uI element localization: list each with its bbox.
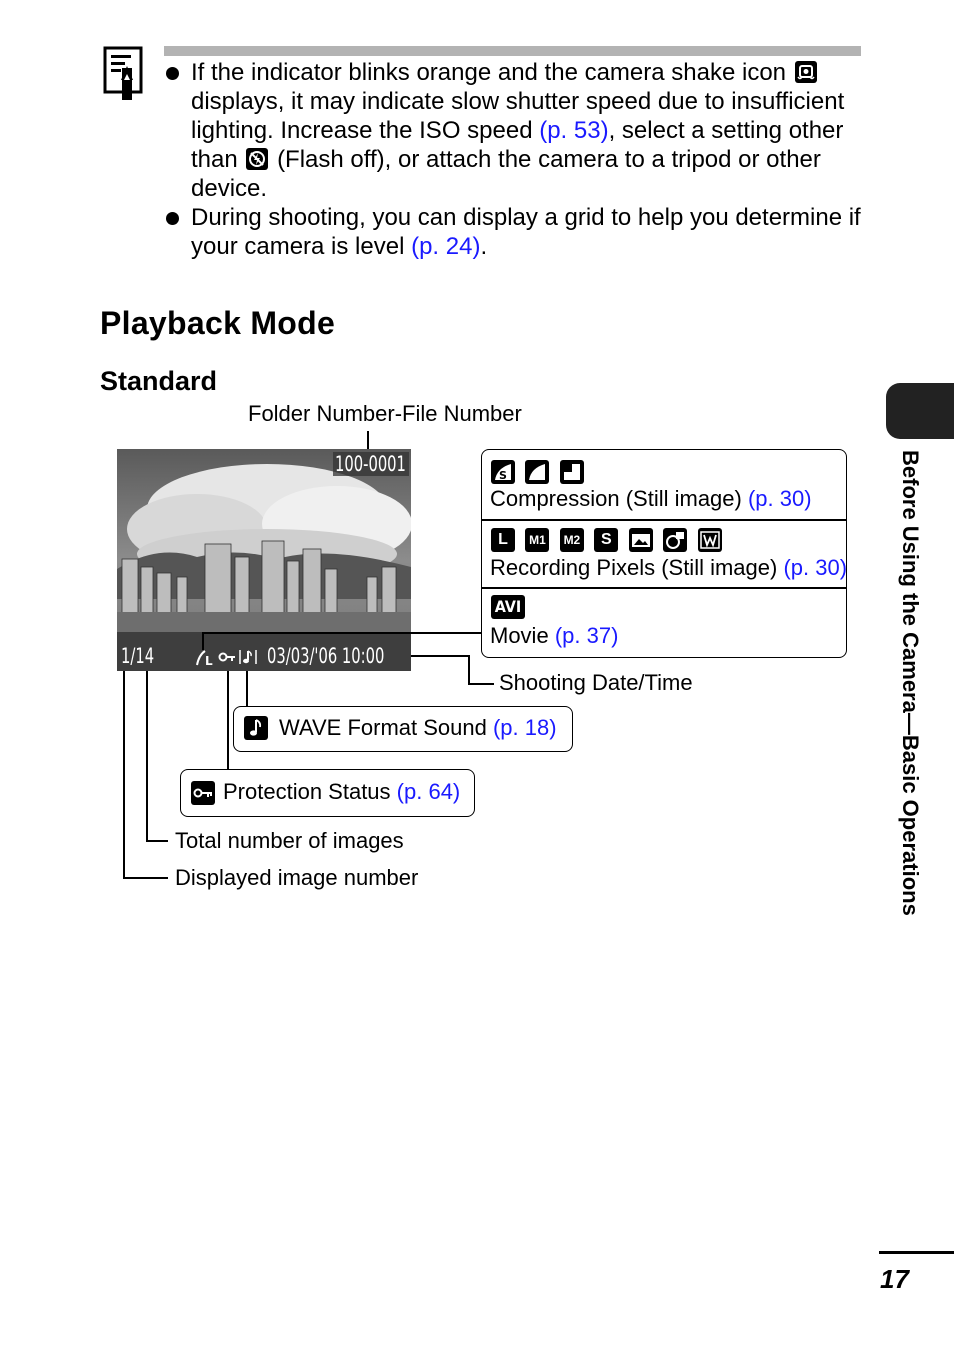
bullet-dot — [166, 67, 179, 80]
note-icon — [103, 46, 143, 102]
avi-icon: AVI — [491, 595, 525, 619]
photo-illustration — [117, 449, 411, 671]
superfine-icon — [491, 460, 515, 484]
movie-label — [490, 623, 618, 649]
chapter-title — [893, 450, 927, 995]
movie-page-link[interactable]: (p. 37) — [554, 623, 619, 648]
info-box-sound — [233, 706, 573, 752]
page-link[interactable]: (p. 24) — [411, 233, 481, 260]
compression-icons — [491, 460, 590, 484]
normal-icon — [560, 460, 584, 484]
wave-sound-text: WAVE Format Sound — [279, 715, 487, 740]
postcard-icon — [629, 528, 653, 552]
page-number: 17 — [880, 1264, 909, 1294]
bullet-text: During shooting, you can display a grid to help you determine if your camera is level — [191, 204, 861, 260]
displayed-image-label: Displayed image number — [175, 865, 419, 890]
callout-line — [411, 655, 469, 657]
recording-pixels-page-link[interactable]: (p. 30) — [783, 555, 848, 580]
large-icon: L — [491, 528, 515, 552]
callout-line — [202, 632, 482, 634]
protect-key-icon — [218, 649, 236, 665]
datetime-readout: 03/03/'06 10:00 — [267, 644, 385, 668]
divider — [482, 519, 846, 521]
divider — [482, 587, 846, 589]
chapter-tab — [886, 383, 954, 439]
note-header-bar — [164, 46, 861, 56]
protection-text: Protection Status — [223, 779, 391, 804]
callout-line — [146, 840, 168, 842]
file-number-readout: 100-0001 — [335, 452, 406, 476]
bullet-text: If the indicator blinks orange and the camera shake icon — [191, 59, 787, 86]
svg-text:S: S — [499, 469, 507, 482]
callout-line — [123, 877, 168, 879]
image-count-readout: 1/14 — [121, 644, 155, 668]
callout-line — [123, 671, 125, 878]
recording-pixels-text: Recording Pixels (Still image) — [490, 555, 778, 580]
chapter-title-text: Before Using the Camera—Basic Operations — [898, 450, 923, 916]
quality-icon — [195, 647, 215, 667]
info-box-quality — [481, 449, 847, 658]
sound-note-icon — [238, 648, 258, 666]
bullet-text: displays, it may indicate slow shutter speed due to insufficient lighting. Increase the ISO speed — [191, 88, 845, 144]
compression-page-link[interactable]: (p. 30) — [747, 486, 812, 511]
callout-line — [468, 683, 494, 685]
playback-screen — [117, 449, 411, 671]
widescreen-icon — [698, 528, 722, 552]
protection-label — [223, 779, 460, 805]
camera-shake-icon — [795, 61, 817, 83]
callout-line — [246, 671, 248, 707]
recording-pixels-label — [490, 555, 847, 581]
callout-line — [367, 431, 369, 451]
flash-off-icon — [246, 148, 268, 170]
callout-line — [202, 632, 204, 650]
medium2-icon: M2 — [560, 528, 584, 552]
note-bullets — [164, 58, 864, 261]
wave-sound-label — [279, 715, 557, 741]
note-bullet-2 — [164, 203, 864, 261]
folder-file-number-label: Folder Number-File Number — [248, 401, 522, 426]
medium1-icon: M1 — [525, 528, 549, 552]
callout-line — [468, 655, 470, 684]
subsection-heading: Standard — [100, 366, 218, 396]
info-box-protection — [180, 769, 475, 817]
movie-text: Movie — [490, 623, 549, 648]
small-icon: S — [594, 528, 618, 552]
page-link[interactable]: (p. 53) — [539, 117, 609, 144]
protect-key-icon — [191, 781, 215, 805]
svg-text:L: L — [205, 654, 213, 667]
bullet-text: , select a setting other than — [191, 117, 844, 173]
compression-text: Compression (Still image) — [490, 486, 742, 511]
callout-line — [227, 671, 229, 770]
protection-page-link[interactable]: (p. 64) — [396, 779, 461, 804]
total-images-label: Total number of images — [175, 828, 404, 853]
fine-icon — [525, 460, 549, 484]
bullet-text: (Flash off), or attach the camera to a tripod or other device. — [191, 146, 821, 202]
wave-sound-page-link[interactable]: (p. 18) — [492, 715, 557, 740]
callout-line — [146, 671, 148, 841]
page-number-rule — [879, 1251, 954, 1254]
bullet-dot — [166, 212, 179, 225]
bullet-text: . — [480, 233, 488, 260]
date-stamp-icon — [663, 528, 687, 552]
note-bullet-1 — [164, 58, 864, 203]
compression-label — [490, 486, 812, 512]
sound-note-icon — [244, 716, 268, 740]
recording-pixel-icons — [491, 528, 728, 552]
shooting-datetime-label: Shooting Date/Time — [499, 670, 693, 695]
movie-icons — [491, 595, 531, 619]
section-heading: Playback Mode — [100, 305, 336, 341]
